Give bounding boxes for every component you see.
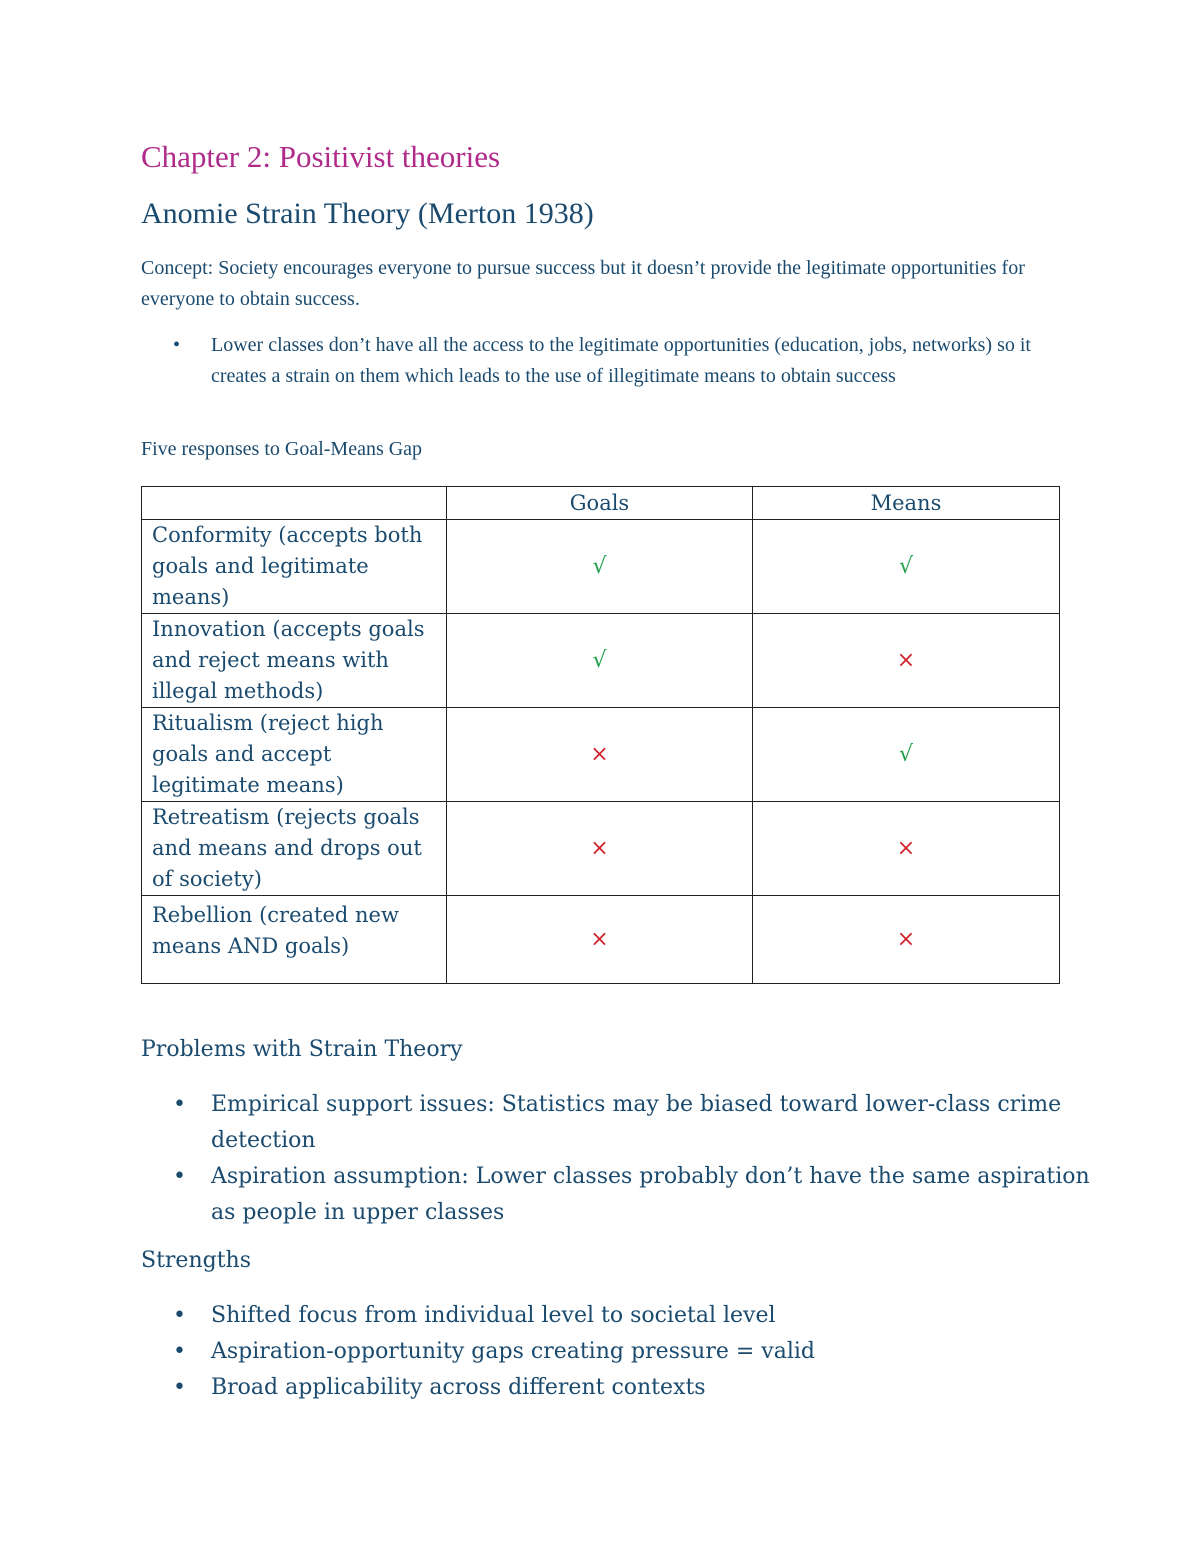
check-icon: √ (447, 520, 753, 614)
row-label: Conformity (accepts both goals and legitimate means) (142, 520, 447, 614)
header-goals: Goals (447, 487, 753, 520)
table-row (142, 708, 1060, 802)
row-label: Innovation (accepts goals and reject means with illegal methods) (142, 614, 447, 708)
table-row (142, 614, 1060, 708)
cross-icon: × (447, 802, 753, 896)
cross-icon: × (753, 896, 1060, 984)
strengths-list (141, 1298, 1101, 1406)
cross-icon: × (447, 896, 753, 984)
header-empty (142, 487, 447, 520)
row-label: Retreatism (rejects goals and means and drops out of society) (142, 802, 447, 896)
table-row (142, 520, 1060, 614)
list-item: • Broad applicability across different contexts (141, 1370, 1101, 1406)
header-means: Means (753, 487, 1060, 520)
concept-bullet-list (141, 330, 1081, 392)
problems-list (141, 1087, 1101, 1231)
check-icon: √ (753, 708, 1060, 802)
table-row (142, 896, 1060, 984)
list-item: • Shifted focus from individual level to societal level (141, 1298, 1101, 1334)
cross-icon: × (753, 614, 1060, 708)
row-label: Ritualism (reject high goals and accept legitimate means) (142, 708, 447, 802)
strengths-heading: Strengths (141, 1248, 251, 1273)
row-label: Rebellion (created new means AND goals) (142, 896, 447, 984)
check-icon: √ (753, 520, 1060, 614)
check-icon: √ (447, 614, 753, 708)
list-item: • Lower classes don’t have all the access to the legitimate opportunities (education, jobs, networks) so it creates a strain on them which leads to the use of illegitimate means to obtain success (141, 330, 1081, 392)
concept-paragraph: Concept: Society encourages everyone to pursue success but it doesn’t provide the legitimate opportunities for everyone to obtain success. (141, 257, 1025, 310)
section-title: Anomie Strain Theory (Merton 1938) (141, 197, 594, 230)
table-row (142, 802, 1060, 896)
table-caption: Five responses to Goal-Means Gap (141, 438, 423, 460)
list-item: • Aspiration-opportunity gaps creating pressure = valid (141, 1334, 1101, 1370)
problems-heading: Problems with Strain Theory (141, 1037, 463, 1062)
list-item: • Empirical support issues: Statistics may be biased toward lower-class crime detection (141, 1087, 1101, 1159)
goal-means-table (141, 486, 1060, 984)
cross-icon: × (447, 708, 753, 802)
table-header-row (142, 487, 1060, 520)
cross-icon: × (753, 802, 1060, 896)
chapter-title: Chapter 2: Positivist theories (141, 139, 501, 174)
list-item: • Aspiration assumption: Lower classes probably don’t have the same aspiration as people in upper classes (141, 1159, 1101, 1231)
